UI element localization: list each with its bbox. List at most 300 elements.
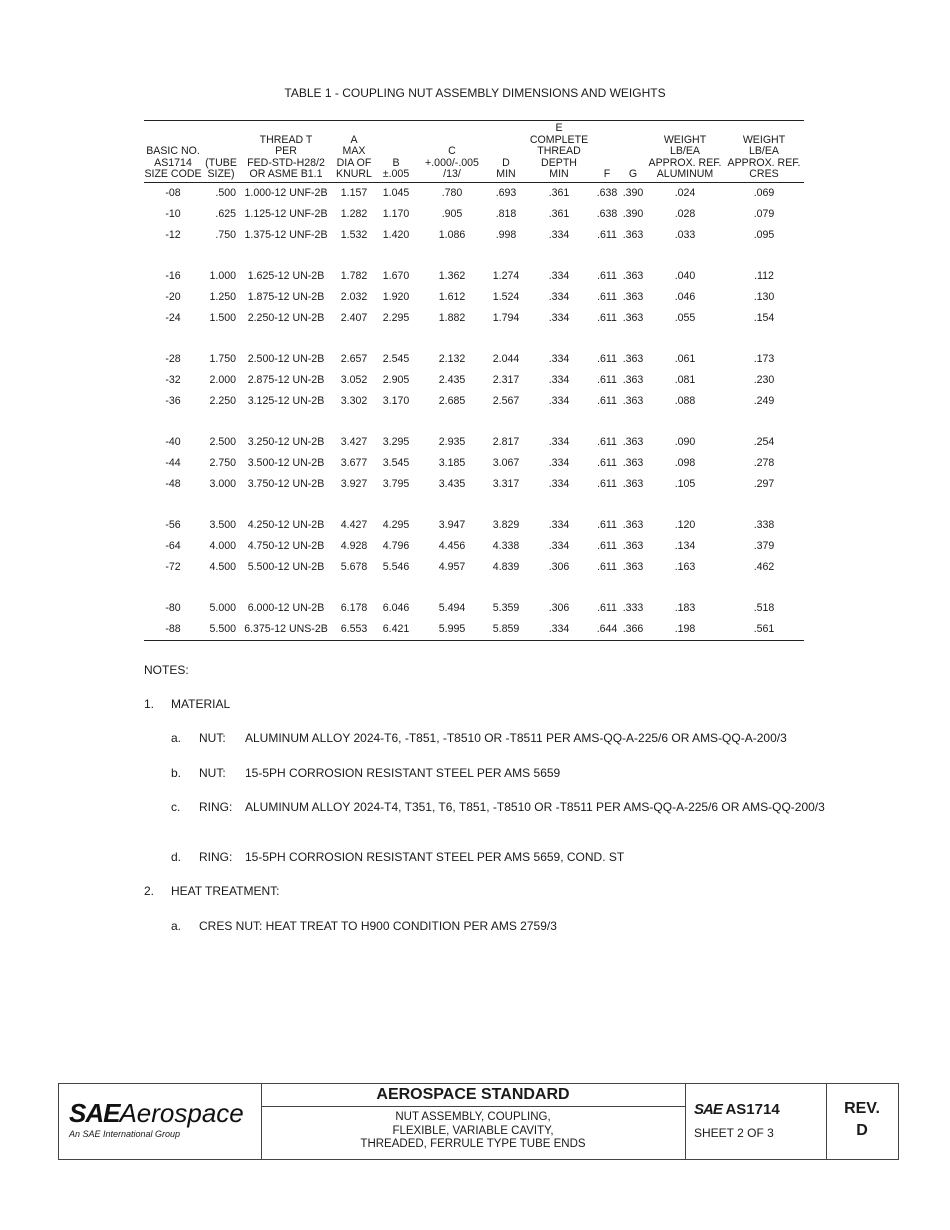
table-cell: .163	[674, 561, 696, 573]
header-line: COMPLETE	[529, 133, 589, 146]
header-line: ±.005	[382, 168, 410, 180]
table-cell: 3.500	[209, 519, 236, 531]
header-line: (TUBE	[205, 156, 237, 169]
title-block	[58, 1083, 899, 1160]
table-cell: 3.052	[340, 374, 368, 386]
header-line: LB/EA	[748, 145, 780, 157]
table-cell: 6.375-12 UNS-2B	[240, 619, 332, 641]
table-cell: .363	[622, 395, 644, 407]
table-cell: 1.500	[209, 312, 236, 324]
table-cell: 4.750-12 UN-2B	[247, 540, 325, 552]
table-cell: .638	[596, 187, 618, 199]
item-letter: b.	[171, 766, 182, 780]
table-cell: .173	[753, 353, 775, 365]
item-text: 15-5PH CORROSION RESISTANT STEEL PER AMS 5659	[245, 766, 561, 780]
table-cell: .254	[753, 436, 775, 448]
table-cell: 2.435	[438, 374, 466, 386]
header-line: APPROX. REF.	[727, 156, 801, 169]
header-line: AS1714	[154, 156, 192, 169]
table-cell: -44	[165, 457, 181, 469]
table-cell: .230	[753, 374, 775, 386]
header-line: FED-STD-H28/2	[247, 156, 325, 169]
doc-number-text: AS1714	[725, 1101, 780, 1118]
table-cell: 2.317	[492, 374, 520, 386]
column-header	[488, 121, 524, 183]
spacer-cell	[144, 412, 804, 432]
table-cell: 1.532	[340, 229, 368, 241]
column-header	[620, 121, 646, 183]
header-line: MIN	[549, 168, 569, 180]
group-spacer	[144, 412, 804, 432]
item-text: 15-5PH CORROSION RESISTANT STEEL PER AMS 5659, COND. ST	[245, 850, 625, 864]
document-number	[694, 1101, 780, 1118]
column-header	[724, 121, 804, 183]
table-cell: .611	[597, 291, 617, 303]
material-item	[171, 731, 831, 745]
group-spacer	[144, 246, 804, 266]
table-cell: .611	[597, 312, 617, 324]
logo-cell	[59, 1084, 262, 1159]
table-cell: -40	[165, 436, 181, 448]
table-cell: 2.545	[382, 353, 410, 365]
table-cell: -72	[165, 561, 181, 573]
table-cell: 2.132	[438, 353, 466, 365]
table-cell: .334	[548, 353, 570, 365]
spacer-cell	[144, 578, 804, 598]
table-cell: .154	[753, 312, 775, 324]
table-cell: .462	[753, 561, 775, 573]
table-row	[144, 515, 804, 536]
spacer-cell	[144, 495, 804, 515]
table-cell: .334	[548, 395, 570, 407]
table-cell: .334	[548, 229, 570, 241]
header-line: THREAD T	[259, 133, 313, 146]
document-title	[261, 1111, 685, 1152]
table-cell: .644	[594, 619, 620, 641]
table-cell: 3.170	[382, 395, 410, 407]
table-cell: 2.500	[209, 436, 236, 448]
table-cell: 3.295	[382, 436, 410, 448]
table-cell: 3.427	[340, 436, 368, 448]
table-cell: .306	[548, 561, 570, 573]
table-cell: .611	[597, 229, 617, 241]
document-title-line-1: NUT ASSEMBLY, COUPLING,	[395, 1111, 551, 1123]
table-cell: .611	[597, 270, 617, 282]
table-cell: 3.250-12 UN-2B	[247, 436, 325, 448]
header-line: DIA OF	[336, 156, 372, 169]
table-cell: .363	[622, 270, 644, 282]
table-cell: 2.817	[492, 436, 520, 448]
table-cell: .334	[548, 374, 570, 386]
header-line: APPROX. REF.	[648, 156, 722, 169]
table-cell: 4.295	[382, 519, 410, 531]
table-cell: 4.500	[209, 561, 236, 573]
column-header	[524, 121, 594, 183]
table-cell: 1.086	[438, 229, 466, 241]
table-cell: 1.282	[340, 208, 368, 220]
note-1-number: 1.	[144, 697, 155, 711]
header-line: G	[628, 168, 638, 180]
table-cell: .278	[753, 457, 775, 469]
table-cell: .134	[674, 540, 696, 552]
table-cell: .363	[622, 540, 644, 552]
table-cell: 3.545	[382, 457, 410, 469]
table-cell: 1.875-12 UN-2B	[247, 291, 325, 303]
table-cell: 2.500-12 UN-2B	[247, 353, 325, 365]
table-row	[144, 432, 804, 453]
table-cell: .033	[674, 229, 696, 241]
table-cell: 5.995	[416, 619, 488, 641]
table-cell: .061	[674, 353, 696, 365]
document-title-line-2: FLEXIBLE, VARIABLE CAVITY,	[392, 1124, 554, 1137]
table-cell: -32	[165, 374, 181, 386]
table-body	[144, 182, 804, 640]
header-line: C	[448, 145, 456, 157]
table-cell: .334	[548, 457, 570, 469]
table-cell: .090	[674, 436, 696, 448]
table-cell: 1.612	[438, 291, 466, 303]
table-cell: 6.000-12 UN-2B	[247, 602, 325, 614]
table-cell: .040	[674, 270, 696, 282]
column-header	[144, 121, 202, 183]
table-cell: .390	[622, 187, 644, 199]
table-cell: .069	[753, 187, 775, 199]
table-row	[144, 287, 804, 308]
table-cell: .611	[597, 561, 617, 573]
table-cell: .611	[597, 519, 617, 531]
table-cell: .611	[597, 457, 617, 469]
spacer-cell	[144, 246, 804, 266]
table-row	[144, 308, 804, 329]
table-cell: 1.882	[438, 312, 466, 324]
table-cell: 1.000	[209, 270, 236, 282]
table-cell: .363	[622, 353, 644, 365]
table-cell: .366	[620, 619, 646, 641]
table-cell: -20	[165, 291, 181, 303]
table-row	[144, 182, 804, 204]
table-row	[144, 204, 804, 225]
table-row	[144, 266, 804, 287]
table-cell: 1.250	[209, 291, 236, 303]
notes-heading: NOTES:	[144, 663, 189, 677]
table-cell: 1.794	[492, 312, 520, 324]
table-cell: 2.875-12 UN-2B	[247, 374, 325, 386]
table-cell: .611	[597, 540, 617, 552]
note-2-title: HEAT TREATMENT:	[171, 884, 280, 898]
table-cell: .390	[622, 208, 644, 220]
table-cell: 3.829	[492, 519, 520, 531]
table-cell: .611	[597, 478, 617, 490]
header-line: KNURL	[336, 168, 372, 180]
table-cell: -64	[165, 540, 181, 552]
header-line: WEIGHT	[742, 133, 786, 146]
rev-value: D	[856, 1122, 868, 1139]
table-cell: 5.359	[492, 602, 520, 614]
table-cell: .098	[674, 457, 696, 469]
table-cell: .905	[441, 208, 463, 220]
title-cell	[261, 1084, 686, 1159]
table-cell: .611	[597, 602, 617, 614]
table-row	[144, 619, 804, 641]
table-cell: 1.524	[492, 291, 520, 303]
column-header	[646, 121, 724, 183]
sae-aerospace-logo	[69, 1098, 244, 1129]
column-header	[332, 121, 376, 183]
table-cell: .334	[548, 270, 570, 282]
header-line: DEPTH	[541, 156, 577, 169]
table-cell: .306	[548, 602, 570, 614]
header-line: SIZE CODE	[144, 168, 202, 180]
table-cell: 3.317	[492, 478, 520, 490]
header-line: E	[555, 122, 563, 134]
item-letter: c.	[171, 800, 181, 814]
table-cell: .198	[646, 619, 724, 641]
logo-tagline: An SAE International Group	[69, 1129, 181, 1139]
rev-label: REV.	[844, 1100, 880, 1117]
table-cell: .363	[622, 374, 644, 386]
document-title-line-3: THREADED, FERRULE TYPE TUBE ENDS	[360, 1138, 586, 1150]
table-cell: 5.000	[209, 602, 236, 614]
table-cell: 1.920	[382, 291, 410, 303]
table-row	[144, 225, 804, 246]
header-line: ALUMINUM	[656, 168, 714, 180]
table-cell: 2.657	[340, 353, 368, 365]
table-cell: 6.046	[382, 602, 410, 614]
header-line: +.000/-.005	[425, 156, 479, 169]
table-cell: .693	[495, 187, 517, 199]
table-cell: 2.685	[438, 395, 466, 407]
table-cell: -56	[165, 519, 181, 531]
table-cell: 3.185	[438, 457, 466, 469]
table-cell: 4.000	[209, 540, 236, 552]
table-cell: -88	[144, 619, 202, 641]
table-cell: 3.677	[340, 457, 368, 469]
item-letter: a.	[171, 919, 182, 933]
header-line: MAX	[342, 145, 366, 157]
table-cell: -48	[165, 478, 181, 490]
table-cell: 4.338	[492, 540, 520, 552]
table-cell: .112	[754, 270, 774, 282]
header-line: PER	[275, 145, 297, 157]
table-cell: 3.795	[382, 478, 410, 490]
table-row	[144, 557, 804, 578]
table-cell: .361	[548, 187, 570, 199]
note-2-number: 2.	[144, 884, 155, 898]
table-cell: 1.274	[492, 270, 520, 282]
table-cell: 3.302	[340, 395, 368, 407]
header-line: CRES	[749, 168, 779, 180]
table-cell: .079	[753, 208, 775, 220]
item-text: ALUMINUM ALLOY 2024-T4, T351, T6, T851, -T8510 OR -T8511 PER AMS-QQ-A-225/6 OR AMS-QQ-200/3	[245, 800, 825, 814]
table-cell: 1.420	[382, 229, 410, 241]
standard-title: AEROSPACE STANDARD	[261, 1084, 685, 1107]
table-cell: 2.044	[492, 353, 520, 365]
sheet-number: SHEET 2 OF 3	[694, 1126, 774, 1140]
table-cell: .561	[724, 619, 804, 641]
item-letter: a.	[171, 731, 182, 745]
table-cell: .105	[674, 478, 696, 490]
table-cell: -10	[165, 208, 181, 220]
table-cell: 4.796	[382, 540, 410, 552]
table-cell: 2.905	[382, 374, 410, 386]
table-cell: .998	[495, 229, 517, 241]
table-cell: .750	[215, 229, 236, 241]
column-header	[594, 121, 620, 183]
header-line: MIN	[496, 168, 516, 180]
column-header	[202, 121, 240, 183]
table-cell: -24	[165, 312, 181, 324]
header-line: F	[603, 168, 611, 180]
header-line: OR ASME B1.1	[249, 168, 323, 180]
table-row	[144, 370, 804, 391]
table-cell: .297	[753, 478, 775, 490]
table-cell: .183	[674, 602, 696, 614]
table-cell: 5.678	[340, 561, 368, 573]
table-row	[144, 391, 804, 412]
table-cell: 3.067	[492, 457, 520, 469]
item-label: RING:	[199, 850, 233, 864]
table-cell: 4.427	[340, 519, 368, 531]
table-cell: 2.032	[340, 291, 368, 303]
table-cell: .780	[441, 187, 463, 199]
table-cell: 2.935	[438, 436, 466, 448]
table-cell: -16	[165, 270, 181, 282]
material-item	[171, 766, 831, 780]
table-cell: 2.000	[209, 374, 236, 386]
table-cell: .363	[622, 478, 644, 490]
table-cell: .363	[622, 312, 644, 324]
table-cell: .028	[674, 208, 696, 220]
spacer-cell	[144, 329, 804, 349]
table-cell: .611	[597, 353, 617, 365]
table-cell: .095	[753, 229, 775, 241]
item-letter: d.	[171, 850, 182, 864]
table-cell: .334	[524, 619, 594, 641]
table-cell: .333	[622, 602, 644, 614]
table-cell: 3.750-12 UN-2B	[247, 478, 325, 490]
table-cell: 1.362	[438, 270, 466, 282]
table-cell: .500	[215, 187, 236, 199]
table-cell: -36	[165, 395, 181, 407]
table-cell: .363	[622, 291, 644, 303]
header-line: SIZE)	[207, 168, 235, 180]
table-cell: 1.782	[340, 270, 368, 282]
table-cell: .088	[674, 395, 696, 407]
table-cell: .363	[622, 519, 644, 531]
table-header-row	[144, 121, 804, 183]
material-item	[171, 850, 831, 864]
table-cell: 2.295	[382, 312, 410, 324]
table-cell: 1.125-12 UNF-2B	[244, 208, 328, 220]
header-line: BASIC NO.	[146, 145, 200, 157]
table-cell: .625	[215, 208, 236, 220]
table-cell: -28	[165, 353, 181, 365]
table-cell: .130	[753, 291, 775, 303]
column-header	[376, 121, 416, 183]
table-cell: 4.957	[438, 561, 466, 573]
header-line: WEIGHT	[663, 133, 707, 146]
table-cell: 1.170	[382, 208, 410, 220]
table-row	[144, 536, 804, 557]
table-cell: .249	[753, 395, 775, 407]
logo-sae-text: SAE	[69, 1098, 120, 1128]
item-label: NUT:	[199, 766, 226, 780]
table-cell: 5.546	[382, 561, 410, 573]
column-header	[240, 121, 332, 183]
table-cell: 2.250-12 UN-2B	[247, 312, 325, 324]
table-cell: 1.157	[340, 187, 368, 199]
header-line: LB/EA	[669, 145, 701, 157]
table-cell: 1.750	[209, 353, 236, 365]
table-cell: .338	[753, 519, 775, 531]
group-spacer	[144, 495, 804, 515]
table-cell: 3.125-12 UN-2B	[247, 395, 325, 407]
table-cell: .334	[548, 540, 570, 552]
table-cell: 6.553	[332, 619, 376, 641]
dimensions-table	[144, 120, 804, 641]
doc-sae-mark: SAE	[694, 1101, 722, 1118]
item-label: NUT:	[199, 731, 226, 745]
table-cell: .334	[548, 291, 570, 303]
table-cell: .334	[548, 519, 570, 531]
header-line: /13/	[443, 168, 461, 180]
header-line: A	[350, 133, 358, 146]
table-cell: 2.407	[340, 312, 368, 324]
revision-cell	[826, 1084, 898, 1159]
table-cell: 3.000	[209, 478, 236, 490]
table-cell: 3.927	[340, 478, 368, 490]
table-cell: 2.250	[209, 395, 236, 407]
header-line: THREAD	[537, 145, 581, 157]
table-cell: 1.625-12 UN-2B	[247, 270, 325, 282]
table-cell: 5.500	[202, 619, 240, 641]
table-row	[144, 474, 804, 495]
table-cell: 1.375-12 UNF-2B	[244, 229, 328, 241]
table-cell: 5.500-12 UN-2B	[247, 561, 325, 573]
item-label: RING:	[199, 800, 233, 814]
table-cell: .818	[495, 208, 517, 220]
table-row	[144, 349, 804, 370]
table-cell: 2.750	[209, 457, 236, 469]
table-cell: .379	[753, 540, 775, 552]
table-cell: 3.435	[438, 478, 466, 490]
table-cell: 1.000-12 UNF-2B	[244, 187, 328, 199]
item-text: CRES NUT: HEAT TREAT TO H900 CONDITION PER AMS 2759/3	[199, 919, 557, 933]
table-cell: .046	[674, 291, 696, 303]
table-cell: .638	[596, 208, 618, 220]
table-cell: 3.500-12 UN-2B	[247, 457, 325, 469]
table-cell: 4.928	[340, 540, 368, 552]
table-cell: .363	[622, 561, 644, 573]
note-1-title: MATERIAL	[171, 697, 231, 711]
table-cell: .361	[548, 208, 570, 220]
table-cell: 4.250-12 UN-2B	[247, 519, 325, 531]
table-cell: .055	[674, 312, 696, 324]
table-cell: 4.456	[438, 540, 466, 552]
table-cell: 6.178	[340, 602, 368, 614]
table-cell: .363	[622, 436, 644, 448]
table-cell: 2.567	[492, 395, 520, 407]
table-cell: 3.947	[438, 519, 466, 531]
group-spacer	[144, 329, 804, 349]
group-spacer	[144, 578, 804, 598]
table-cell: -12	[165, 229, 181, 241]
logo-aerospace-text: Aerospace	[119, 1098, 244, 1128]
header-line: B	[392, 156, 400, 169]
table-title: TABLE 1 - COUPLING NUT ASSEMBLY DIMENSIONS AND WEIGHTS	[284, 86, 666, 100]
table-row	[144, 598, 804, 619]
table-cell: .518	[753, 602, 775, 614]
